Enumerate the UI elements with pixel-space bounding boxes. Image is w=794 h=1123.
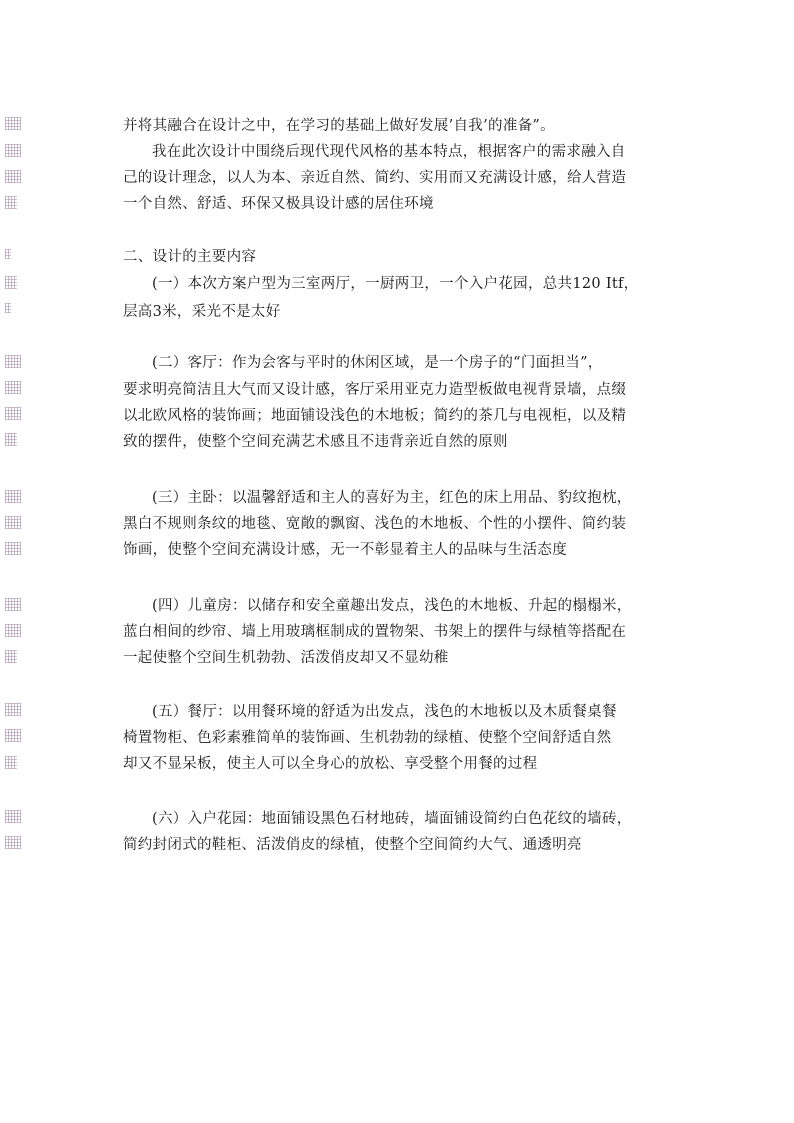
margin-artifact: [5, 624, 21, 637]
margin-artifact: [5, 756, 17, 769]
margin-artifact: [5, 836, 21, 849]
margin-artifact: [5, 196, 17, 209]
section-heading: 二、设计的主要内容: [123, 249, 257, 265]
paragraph-line: 却又不显呆板，使主人可以全身心的放松、享受整个用餐的过程: [123, 756, 538, 772]
paragraph-line: (五）餐厅：以用餐环境的舒适为出发点，浅色的木地板以及木质餐桌餐: [152, 704, 617, 720]
paragraph-line: (六）入户花园：地面铺设黑色石材地砖，墙面铺设简约白色花纹的墙砖，: [152, 811, 632, 827]
paragraph-line: 简约封闭式的鞋柜、活泼俏皮的绿植，使整个空间简约大气、通透明亮: [123, 837, 582, 853]
paragraph-line: 椅置物柜、色彩素雅简单的装饰画、生机勃勃的绿植、使整个空间舒适自然: [123, 730, 612, 746]
paragraph-line: (四）儿童房：以储存和安全童趣出发点，浅色的木地板、升起的榻榻米，: [152, 598, 632, 614]
margin-artifact: [5, 598, 21, 611]
margin-artifact: [5, 407, 21, 420]
margin-artifact: [5, 355, 21, 368]
margin-artifact: [5, 303, 11, 313]
margin-artifact: [5, 729, 21, 742]
paragraph-line: 饰画，使整个空间充满设计感，无一不彰显着主人的品味与生活态度: [123, 542, 567, 558]
margin-artifact: [5, 170, 21, 183]
margin-artifact: [5, 810, 21, 823]
paragraph-line: 层高3米，采光不是太好: [123, 304, 281, 320]
paragraph-line: 要求明亮简洁且大气而又设计感，客厅采用亚克力造型板做电视背景墙，点缀: [123, 382, 627, 398]
paragraph-line: 一起使整个空间生机勃勃、活泼俏皮却又不显幼稚: [123, 650, 449, 666]
margin-artifact: [5, 117, 21, 130]
margin-artifact: [5, 381, 21, 394]
paragraph-line: 我在此次设计中围绕后现代现代风格的基本特点，根据客户的需求融入自: [152, 144, 626, 160]
paragraph-line: (二）客厅：作为会客与平时的休闲区域，是一个房子的“门面担当”，: [152, 355, 603, 371]
paragraph-line: 并将其融合在设计之中，在学习的基础上做好发展’自我’的准备”。: [123, 118, 555, 134]
margin-artifact: [5, 433, 17, 446]
paragraph-line: (三）主卧：以温馨舒适和主人的喜好为主，红色的床上用品、豹纹抱枕，: [152, 490, 632, 506]
margin-artifact: [5, 542, 21, 555]
paragraph-line: 蓝白相间的纱帘、墙上用玻璃框制成的置物架、书架上的摆件与绿植等搭配在: [123, 624, 627, 640]
margin-artifact: [5, 490, 21, 503]
paragraph-line: 一个自然、舒适、环保又极具设计感的居住环境: [123, 196, 434, 212]
paragraph-line: (一）本次方案户型为三室两厅，一厨两卫，一个入户花园，总共120 Itf，: [152, 276, 639, 292]
margin-artifact: [5, 144, 21, 157]
margin-artifact: [5, 249, 11, 259]
margin-artifact: [5, 703, 21, 716]
paragraph-line: 己的设计理念，以人为本、亲近自然、简约、实用而又充满设计感，给人营造: [123, 170, 627, 186]
paragraph-line: 黑白不规则条纹的地毯、宽敞的飘窗、浅色的木地板、个性的小摆件、简约装: [123, 516, 627, 532]
margin-artifact: [5, 516, 21, 529]
paragraph-line: 以北欧风格的装饰画；地面铺设浅色的木地板；简约的茶几与电视柜，以及精: [123, 408, 627, 424]
paragraph-line: 致的摆件，使整个空间充满艺术感且不违背亲近自然的原则: [123, 434, 508, 450]
margin-artifact: [5, 276, 17, 289]
margin-artifact: [5, 650, 17, 663]
